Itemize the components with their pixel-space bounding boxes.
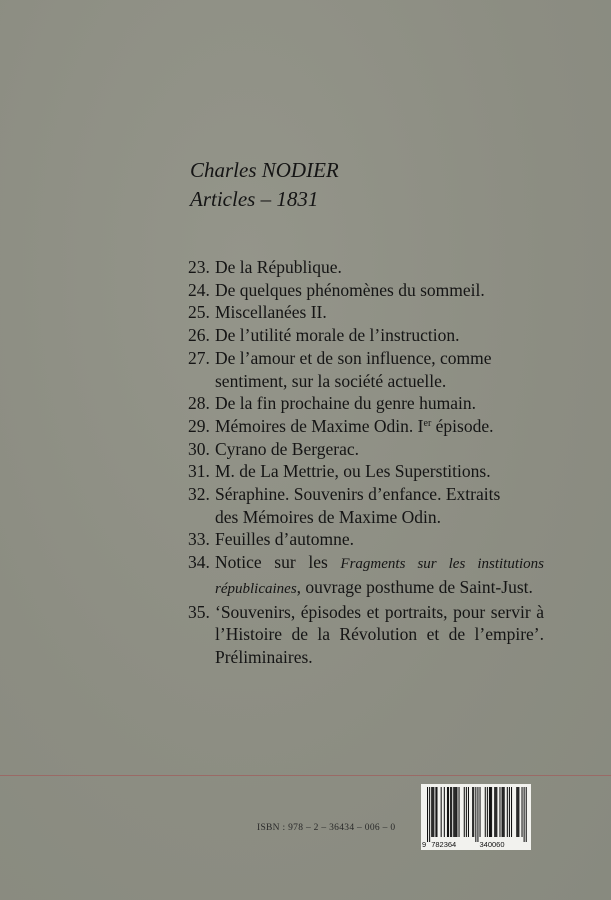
barcode <box>421 784 531 850</box>
barcode-bar <box>468 787 469 837</box>
barcode-bar <box>522 787 523 837</box>
barcode-bar <box>447 787 448 837</box>
item-title-line-1: De l’amour et de son influence, comme <box>215 347 492 368</box>
barcode-bar <box>451 787 452 837</box>
item-title: De la fin prochaine du genre humain. <box>215 393 476 414</box>
item-number: 27. <box>188 347 210 368</box>
item-title: Feuilles d’automne. <box>215 529 355 550</box>
item-number: 25. <box>188 302 210 323</box>
book-header <box>190 156 339 214</box>
barcode-bar <box>448 787 449 837</box>
list-item <box>188 460 544 483</box>
barcode-bar <box>480 787 481 837</box>
barcode-bar <box>494 787 495 837</box>
item-title: Cyrano de Bergerac. <box>215 438 359 459</box>
list-item <box>188 301 544 324</box>
barcode-bar <box>511 787 512 837</box>
barcode-digits: 782364 <box>431 840 457 849</box>
barcode-bar <box>472 787 473 837</box>
italic-work-title: Fragments sur les institutions républicaines <box>215 556 544 597</box>
volume-subtitle: Articles – 1831 <box>190 187 319 211</box>
barcode-bar <box>453 787 454 837</box>
barcode-bar <box>499 787 500 837</box>
barcode-bar <box>504 787 505 837</box>
item-title-line-2: des Mémoires de Maxime Odin. <box>215 506 441 527</box>
barcode-bar <box>436 787 437 837</box>
barcode-bar <box>455 787 456 837</box>
item-number: 24. <box>188 279 210 300</box>
barcode-bar <box>450 787 451 837</box>
list-item <box>188 347 544 392</box>
barcode-bar <box>526 787 527 842</box>
list-item <box>188 551 544 600</box>
item-number: 34. <box>188 552 210 573</box>
barcode-bar <box>466 787 467 837</box>
barcode-bar <box>444 787 445 837</box>
item-title-text: épisode. <box>431 415 494 436</box>
barcode-bar <box>473 787 474 837</box>
item-title: De la République. <box>215 257 342 277</box>
list-item <box>188 415 544 438</box>
item-title-text: , ouvrage posthume de Saint-Just. <box>296 576 533 597</box>
barcode-bar <box>427 787 428 842</box>
barcode-bar <box>518 787 519 837</box>
list-item <box>188 438 544 461</box>
barcode-bar <box>459 787 460 837</box>
superscript-er: er <box>423 417 432 429</box>
item-title-text: Mémoires de Maxime Odin. I <box>215 415 424 436</box>
barcode-bar <box>503 787 504 837</box>
barcode-bar <box>517 787 518 837</box>
list-item <box>188 279 544 302</box>
barcode-bar <box>431 787 432 837</box>
item-number: 26. <box>188 325 210 346</box>
item-number: 30. <box>188 438 210 459</box>
barcode-digits: 340060 <box>479 840 505 849</box>
list-item <box>188 528 544 551</box>
table-of-contents <box>188 256 544 669</box>
item-number: 29. <box>188 415 210 436</box>
barcode-bar <box>456 787 457 837</box>
list-item <box>188 256 544 279</box>
list-item <box>188 324 544 347</box>
barcode-bar <box>502 787 503 837</box>
item-title-line-2: sentiment, sur la société actuelle. <box>215 370 447 391</box>
item-title: ‘Souvenirs, épisodes et portraits, pour servir à l’Histoire de la Révolution et de l’empire’. Préliminaires. <box>215 601 544 667</box>
barcode-bar <box>454 787 455 837</box>
isbn-label: ISBN : 978 – 2 – 36434 – 006 – 0 <box>257 823 396 833</box>
barcode-bar <box>516 787 517 837</box>
item-number: 35. <box>188 601 210 622</box>
item-number: 23. <box>188 257 210 277</box>
item-number: 28. <box>188 393 210 414</box>
item-number: 32. <box>188 484 210 505</box>
list-item <box>188 601 544 669</box>
item-title: Miscellanées II. <box>215 302 327 323</box>
item-title: M. de La Mettrie, ou Les Superstitions. <box>215 461 491 482</box>
item-title-line-1: Séraphine. Souvenirs d’enfance. Extraits <box>215 484 501 505</box>
barcode-bar <box>487 787 488 837</box>
item-number: 33. <box>188 529 210 550</box>
barcode-bar <box>495 787 496 837</box>
barcode-digits: 9 <box>422 840 427 849</box>
barcode-bar <box>477 787 478 842</box>
barcode-bar <box>441 787 442 837</box>
item-title-text: Notice sur les <box>215 552 341 573</box>
item-number: 31. <box>188 461 210 482</box>
item-title <box>215 551 544 600</box>
barcode-bar <box>464 787 465 837</box>
barcode-graphic <box>421 784 531 850</box>
barcode-bar <box>485 787 486 837</box>
divider-line <box>0 775 611 776</box>
list-item <box>188 392 544 415</box>
barcode-bar <box>489 787 490 837</box>
barcode-bar <box>524 787 525 842</box>
barcode-bar <box>491 787 492 837</box>
author-name: Charles NODIER <box>190 158 339 182</box>
barcode-bar <box>429 787 430 842</box>
barcode-bar <box>475 787 476 842</box>
item-title <box>215 415 544 438</box>
barcode-bar <box>433 787 434 837</box>
barcode-bar <box>432 787 433 837</box>
item-title: De l’utilité morale de l’instruction. <box>215 325 460 346</box>
barcode-bar <box>490 787 491 837</box>
barcode-bar <box>507 787 508 837</box>
barcode-bar <box>509 787 510 837</box>
barcode-bar <box>435 787 436 837</box>
list-item <box>188 483 544 528</box>
item-title: De quelques phénomènes du sommeil. <box>215 279 485 300</box>
barcode-bar <box>496 787 497 837</box>
